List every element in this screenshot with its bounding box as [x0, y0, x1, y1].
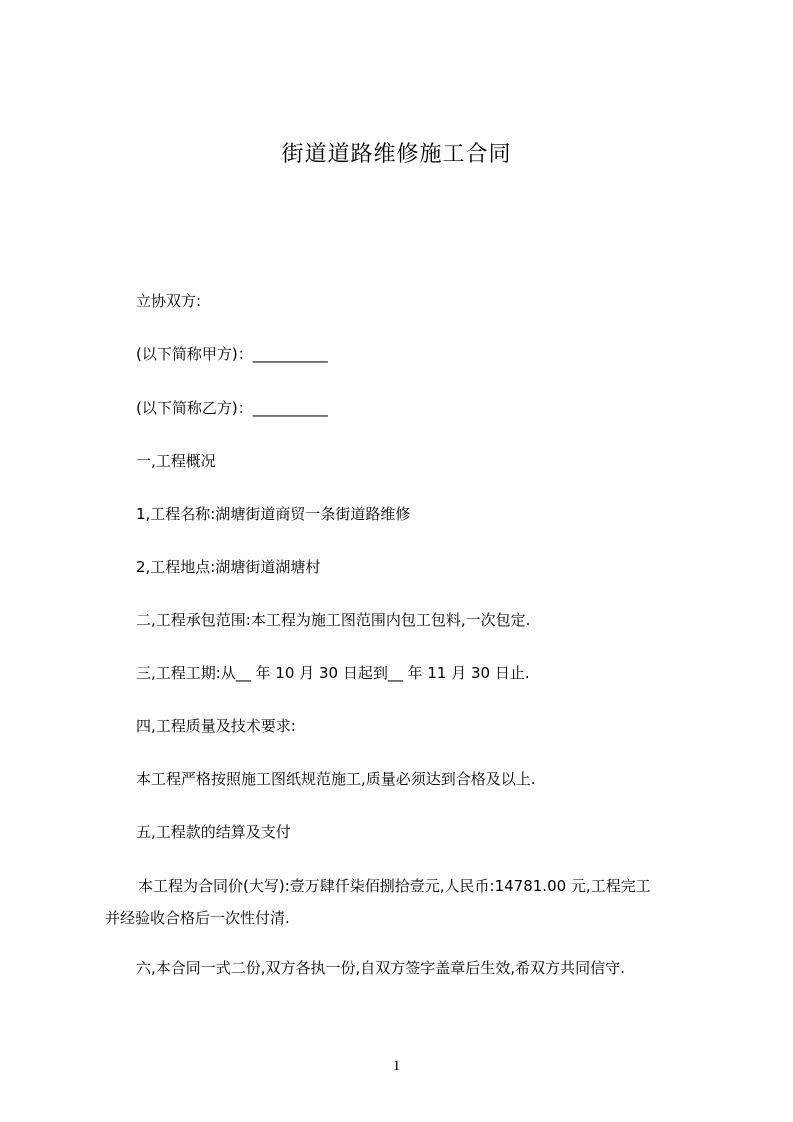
party-b-line: (以下简称乙方)：__________ — [136, 399, 328, 417]
payment-heading: 五,工程款的结算及支付 — [136, 823, 291, 841]
payment-clause-line-2: 并经验收合格后一次性付清. — [105, 909, 290, 927]
payment-clause — [105, 875, 705, 929]
project-name-line: 1,工程名称:湖塘街道商贸一条街道路维修 — [136, 505, 411, 523]
duration-clause: 三,工程工期:从__ 年 10 月 30 日起到__ 年 11 月 30 日止. — [136, 664, 530, 682]
document-title: 街道道路维修施工合同 — [281, 142, 512, 167]
quality-heading: 四,工程质量及技术要求: — [136, 717, 296, 735]
scope-clause: 二,工程承包范围:本工程为施工图范围内包工包料,一次包定. — [136, 611, 531, 629]
final-clause: 六,本合同一式二份,双方各执一份,自双方签字盖章后生效,希双方共同信守. — [136, 959, 625, 977]
party-a-line: (以下简称甲方)：__________ — [136, 345, 328, 363]
quality-clause: 本工程严格按照施工图纸规范施工,质量必须达到合格及以上. — [136, 770, 536, 788]
parties-heading: 立协双方: — [136, 292, 202, 310]
page-number: 1 — [392, 1058, 401, 1074]
section-overview-heading: 一,工程概况 — [136, 452, 216, 470]
project-location-line: 2,工程地点:湖塘街道湖塘村 — [136, 558, 321, 576]
payment-clause-line-1: 本工程为合同价(大写):壹万肆仟柒佰捌拾壹元,人民币:14781.00 元,工程完工 — [138, 877, 651, 895]
